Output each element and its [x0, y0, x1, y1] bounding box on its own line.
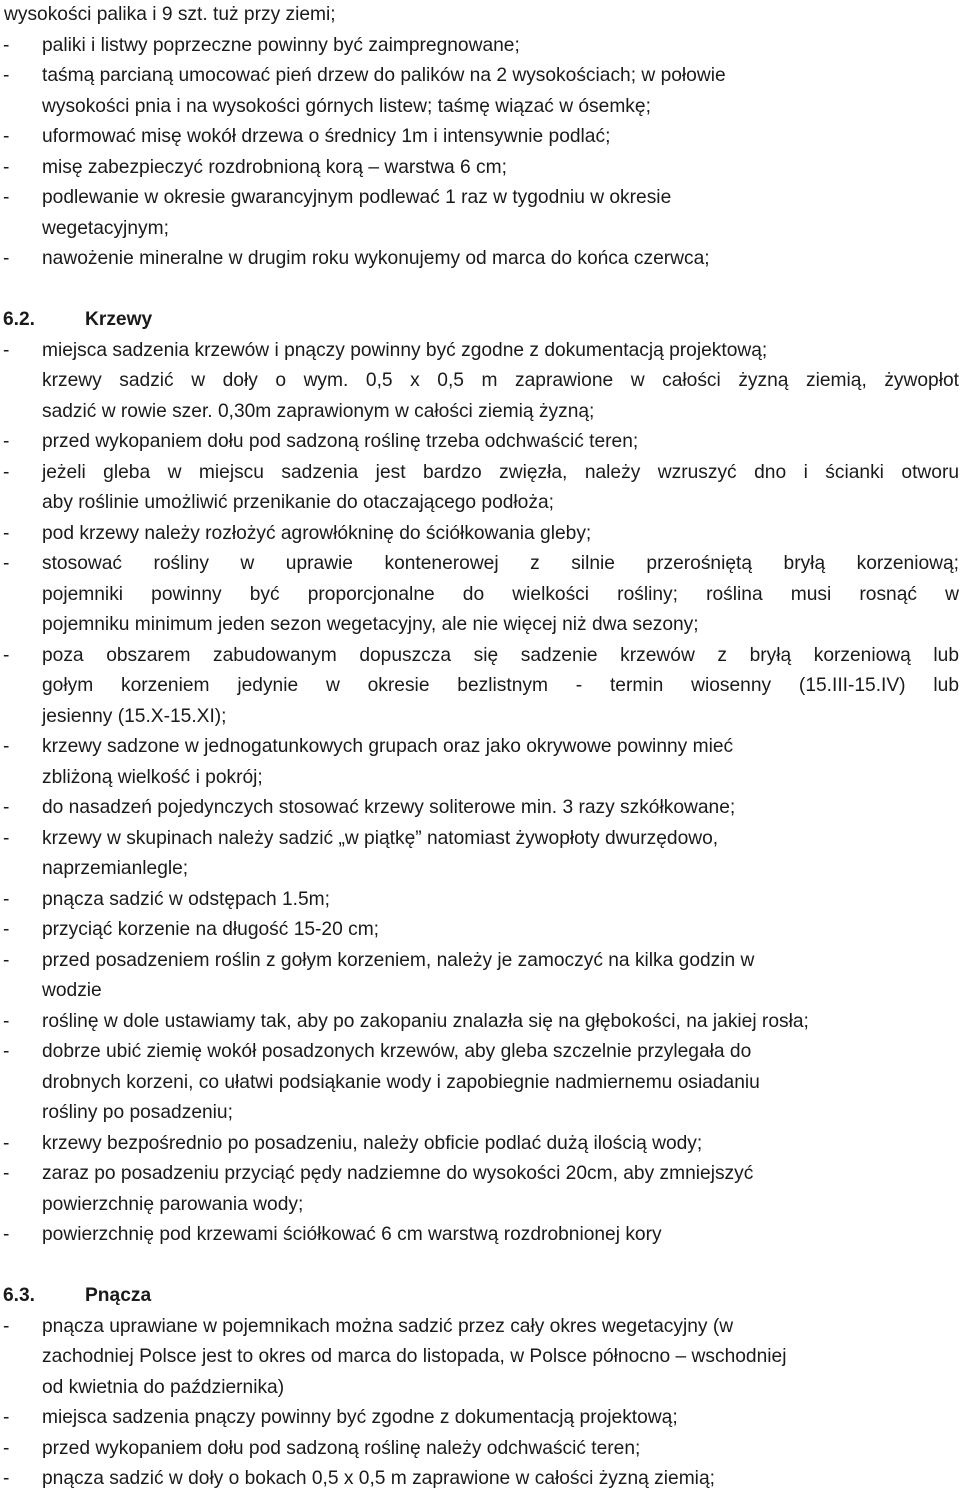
line-text: wysokości pnia i na wysokości górnych listew; taśmę wiązać w ósemkę; [42, 95, 651, 117]
bullet-dash: - [3, 736, 10, 757]
line-text: przed posadzeniem roślin z gołym korzeniem, należy je zamoczyć na kilka godzin w [42, 949, 755, 971]
line-text: miejsca sadzenia pnączy powinny być zgodne z dokumentacją projektową; [42, 1407, 678, 1428]
list-item [0, 1434, 960, 1465]
list-item [0, 427, 960, 458]
line-text: aby roślinie umożliwić przenikanie do otaczającego podłoża; [42, 492, 554, 513]
bullet-dash: - [3, 339, 10, 361]
line-text: wodzie [42, 980, 102, 1001]
line-text: powierzchnię parowania wody; [42, 1193, 304, 1215]
bullet-dash: - [3, 126, 10, 147]
section-title: Krzewy [85, 309, 153, 330]
line-text: pnącza sadzić w odstępach 1.5m; [42, 888, 330, 910]
list-item-continuation [0, 763, 960, 794]
list-item [0, 946, 960, 977]
line-text: wegetacyjnym; [42, 217, 169, 239]
line-text: pojemniki powinny być proporcjonalne do wielkości rośliny; roślina musi rosnąć w [42, 583, 959, 605]
bullet-dash: - [3, 522, 10, 544]
line-text: pnącza uprawiane w pojemnikach można sadzić przez cały okres wegetacyjny (w [42, 1315, 734, 1337]
continuation-line [0, 0, 960, 31]
line-text: pod krzewy należy rozłożyć agrowłókninę do ściółkowania gleby; [42, 522, 592, 544]
section-heading [0, 1281, 960, 1312]
list-item-continuation [0, 1342, 960, 1373]
list-item [0, 153, 960, 184]
list-item [0, 1220, 960, 1251]
list-item-continuation [0, 488, 960, 519]
section-number: 6.3. [3, 1285, 36, 1306]
bullet-dash: - [3, 1468, 10, 1489]
bullet-dash: - [3, 1315, 10, 1337]
line-text: dobrze ubić ziemię wokół posadzonych krzewów, aby gleba szczelnie przylegała do [42, 1041, 752, 1062]
line-text: jeżeli gleba w miejscu sadzenia jest bardzo zwięzła, należy wzruszyć dno i ścianki otworu [42, 461, 959, 483]
line-text: powierzchnię pod krzewami ściółkować 6 cm warstwą rozdrobnionej kory [42, 1224, 662, 1245]
list-item [0, 31, 960, 62]
line-text: krzewy bezpośrednio po posadzeniu, należy obficie podlać dużą ilością wody; [42, 1132, 703, 1154]
bullet-dash: - [3, 644, 10, 666]
list-item [0, 244, 960, 275]
line-text: przyciąć korzenie na długość 15-20 cm; [42, 919, 380, 940]
list-item-continuation [0, 702, 960, 733]
list-item [0, 732, 960, 763]
list-item [0, 915, 960, 946]
bullet-dash: - [3, 187, 10, 208]
list-item-continuation [0, 1190, 960, 1221]
line-text: naprzemianlegle; [42, 858, 189, 879]
line-text: zachodniej Polsce jest to okres od marca do listopada, w Polsce północno – wschodniej [42, 1346, 787, 1367]
line-text: podlewanie w okresie gwarancyjnym podlewać 1 raz w tygodniu w okresie [42, 187, 672, 208]
list-item [0, 641, 960, 672]
bullet-dash: - [3, 919, 10, 940]
line-text: jesienny (15.X-15.XI); [42, 705, 227, 727]
list-item-continuation [0, 366, 960, 397]
line-text: pnącza sadzić w doły o bokach 0,5 x 0,5 m zaprawione w całości żyzną ziemią; [42, 1468, 715, 1489]
line-text: poza obszarem zabudowanym dopuszcza się sadzenie krzewów z bryłą korzeniową lub [42, 644, 959, 666]
line-text: uformować misę wokół drzewa o średnicy 1m i intensywnie podlać; [42, 126, 611, 147]
section-heading [0, 305, 960, 336]
list-item [0, 793, 960, 824]
list-item [0, 519, 960, 550]
list-item-continuation [0, 671, 960, 702]
line-text: roślinę w dole ustawiamy tak, aby po zakopaniu znalazła się na głębokości, na jakiej rosła; [42, 1010, 809, 1032]
line-text: krzewy sadzić w doły o wym. 0,5 x 0,5 m zaprawione w całości żyzną ziemią, żywopłot [42, 370, 959, 391]
bullet-dash: - [3, 827, 10, 849]
line-text: sadzić w rowie szer. 0,30m zaprawionym w całości ziemią żyzną; [42, 400, 595, 422]
bullet-dash: - [3, 431, 10, 452]
list-item-continuation [0, 580, 960, 611]
list-item [0, 183, 960, 214]
bullet-dash: - [3, 1407, 10, 1428]
list-item [0, 122, 960, 153]
list-item [0, 1007, 960, 1038]
line-text: zaraz po posadzeniu przyciąć pędy nadziemne do wysokości 20cm, aby zmniejszyć [42, 1163, 754, 1184]
section-number: 6.2. [3, 309, 36, 330]
bullet-dash: - [3, 888, 10, 910]
line-text: nawożenie mineralne w drugim roku wykonujemy od marca do końca czerwca; [42, 248, 710, 269]
line-text: przed wykopaniem dołu pod sadzoną roślinę trzeba odchwaścić teren; [42, 431, 639, 452]
bullet-dash: - [3, 1132, 10, 1154]
list-item-continuation [0, 854, 960, 885]
list-item [0, 1159, 960, 1190]
list-item [0, 336, 960, 367]
bullet-dash: - [3, 553, 10, 574]
line-text: taśmą parcianą umocować pień drzew do palików na 2 wysokościach; w połowie [42, 65, 726, 86]
section-title: Pnącza [85, 1285, 152, 1306]
line-text: wysokości palika i 9 szt. tuż przy ziemi; [4, 4, 336, 25]
list-item-continuation [0, 976, 960, 1007]
list-item-continuation [0, 92, 960, 123]
bullet-dash: - [3, 156, 10, 178]
line-text: drobnych korzeni, co ułatwi podsiąkanie wody i zapobiegnie nadmiernemu osiadaniu [42, 1071, 760, 1093]
bullet-dash: - [3, 1224, 10, 1245]
list-item-continuation [0, 397, 960, 428]
bullet-dash: - [3, 1041, 10, 1062]
list-item [0, 1037, 960, 1068]
line-text: zbliżoną wielkość i pokrój; [42, 766, 263, 788]
bullet-dash: - [3, 248, 10, 269]
bullet-dash: - [3, 1437, 10, 1459]
line-text: pojemniku minimum jeden sezon wegetacyjny, ale nie więcej niż dwa sezony; [42, 614, 699, 635]
list-item-continuation [0, 610, 960, 641]
bullet-dash: - [3, 65, 10, 86]
bullet-dash: - [3, 1010, 10, 1032]
list-item [0, 1464, 960, 1495]
list-item [0, 549, 960, 580]
bullet-dash: - [3, 461, 10, 483]
list-item [0, 1312, 960, 1343]
list-item-continuation [0, 214, 960, 245]
line-text: do nasadzeń pojedynczych stosować krzewy soliterowe min. 3 razy szkółkowane; [42, 797, 736, 818]
line-text: krzewy w skupinach należy sadzić „w piątkę” natomiast żywopłoty dwurzędowo, [42, 827, 719, 849]
line-text: gołym korzeniem jedynie w okresie bezlistnym - termin wiosenny (15.III-15.IV) lub [42, 675, 959, 696]
list-item [0, 1129, 960, 1160]
list-item [0, 458, 960, 489]
line-text: misę zabezpieczyć rozdrobnioną korą – warstwa 6 cm; [42, 156, 507, 178]
bullet-dash: - [3, 797, 10, 818]
line-text: przed wykopaniem dołu pod sadzoną roślinę należy odchwaścić teren; [42, 1437, 641, 1459]
list-item [0, 61, 960, 92]
line-text: miejsca sadzenia krzewów i pnączy powinny być zgodne z dokumentacją projektową; [42, 339, 768, 361]
list-item-continuation [0, 1373, 960, 1404]
line-text: stosować rośliny w uprawie kontenerowej z silnie przerośniętą bryłą korzeniową; [42, 553, 959, 574]
list-item-continuation [0, 1068, 960, 1099]
list-item [0, 885, 960, 916]
list-item [0, 1403, 960, 1434]
line-text: rośliny po posadzeniu; [42, 1102, 233, 1123]
line-text: paliki i listwy poprzeczne powinny być zaimpregnowane; [42, 34, 520, 56]
line-text: od kwietnia do października) [42, 1376, 285, 1398]
list-item [0, 824, 960, 855]
list-item-continuation [0, 1098, 960, 1129]
bullet-dash: - [3, 949, 10, 971]
line-text: krzewy sadzone w jednogatunkowych grupach oraz jako okrywowe powinny mieć [42, 736, 734, 757]
bullet-dash: - [3, 1163, 10, 1184]
bullet-dash: - [3, 34, 10, 56]
